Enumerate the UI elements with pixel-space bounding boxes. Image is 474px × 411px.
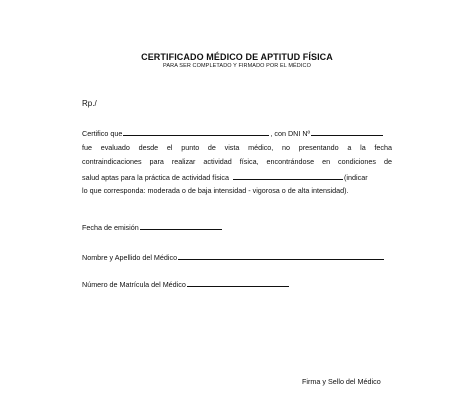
matricula-label: Número de Matrícula del Médico [82, 280, 186, 289]
certifico-label: Certifico que [82, 129, 123, 138]
certification-paragraph [82, 126, 392, 199]
document-title: CERTIFICADO MÉDICO DE APTITUD FÍSICA [141, 52, 333, 62]
paragraph-line-2: fue evaluado desde el punto de vista médico, no presentando a la fecha [82, 142, 392, 152]
paragraph-line-1 [82, 126, 392, 141]
fecha-label: Fecha de emisión [82, 223, 139, 232]
dni-blank[interactable] [311, 126, 383, 136]
nombre-label: Nombre y Apellido del Médico [82, 253, 178, 262]
indicar-label: (indicar [344, 172, 368, 182]
nombre-blank[interactable] [178, 250, 384, 260]
signature-label: Firma y Sello del Médico [302, 377, 381, 386]
fecha-blank[interactable] [140, 220, 222, 230]
nombre-field [82, 250, 385, 262]
paragraph-line-3: contraindicaciones para realizar actividad física, encontrándose en condiciones de [82, 157, 392, 166]
activity-label: salud aptas para la práctica de actividad física [82, 172, 230, 182]
fecha-field [82, 220, 223, 232]
patient-name-blank[interactable] [123, 126, 269, 136]
paragraph-line-5: lo que corresponda: moderada o de baja intensidad - vigorosa o de alta intensidad). [82, 186, 349, 195]
document-subtitle: PARA SER COMPLETADO Y FIRMADO POR EL MÉDICO [163, 63, 311, 69]
matricula-field [82, 277, 290, 289]
matricula-blank[interactable] [187, 277, 289, 287]
activity-blank[interactable] [233, 170, 343, 180]
dni-label: , con DNI Nº [270, 129, 311, 138]
paragraph-line-4 [82, 170, 392, 185]
rp-label: Rp./ [82, 99, 97, 108]
